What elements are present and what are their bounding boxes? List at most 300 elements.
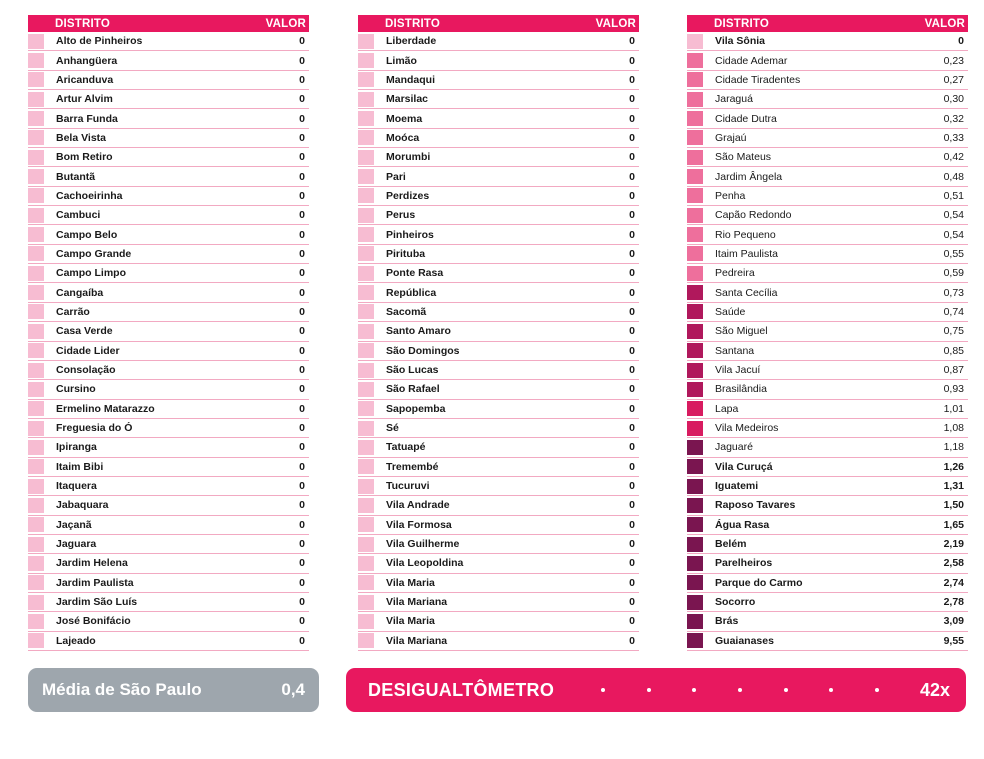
- table-row: [28, 458, 309, 477]
- district-name: Sacomã: [386, 305, 427, 318]
- color-swatch: [358, 382, 374, 397]
- color-swatch: [28, 188, 44, 203]
- table-header: [687, 15, 968, 32]
- table-row: [358, 32, 639, 51]
- table-row: [687, 419, 968, 438]
- color-swatch: [358, 556, 374, 571]
- district-name: Marsilac: [386, 93, 429, 106]
- district-name: Vila Medeiros: [715, 422, 779, 435]
- color-swatch: [28, 34, 44, 49]
- color-swatch: [687, 227, 703, 242]
- district-value: 2,19: [943, 538, 964, 551]
- district-name: Mandaqui: [386, 73, 435, 86]
- district-value: 0,23: [943, 54, 964, 67]
- average-label: Média de São Paulo: [42, 680, 202, 699]
- color-swatch: [358, 111, 374, 126]
- district-name: Cidade Dutra: [715, 112, 777, 125]
- color-swatch: [28, 363, 44, 378]
- district-table-3: [687, 15, 968, 651]
- table-row: [358, 438, 639, 457]
- color-swatch: [687, 498, 703, 513]
- district-value: 0: [629, 596, 635, 609]
- table-row: [687, 109, 968, 128]
- table-row: [358, 129, 639, 148]
- color-swatch: [687, 537, 703, 552]
- color-swatch: [687, 440, 703, 455]
- district-name: Lajeado: [56, 634, 96, 647]
- table-row: [358, 225, 639, 244]
- table-row: [28, 71, 309, 90]
- table-row: [358, 516, 639, 535]
- color-swatch: [358, 304, 374, 319]
- district-name: Jardim Helena: [56, 557, 128, 570]
- color-swatch: [28, 537, 44, 552]
- district-value: 0: [299, 576, 305, 589]
- district-value: 0: [299, 325, 305, 338]
- district-value: 0: [299, 441, 305, 454]
- district-value: 0,73: [943, 286, 964, 299]
- leader-dot: [738, 688, 742, 692]
- district-value: 0: [299, 112, 305, 125]
- table-row: [28, 361, 309, 380]
- color-swatch: [28, 246, 44, 261]
- leader-dot: [601, 688, 605, 692]
- district-value: 0: [629, 170, 635, 183]
- color-swatch: [28, 169, 44, 184]
- district-name: Freguesia do Ó: [56, 422, 133, 435]
- table-row: [358, 612, 639, 631]
- color-swatch: [687, 92, 703, 107]
- color-swatch: [28, 111, 44, 126]
- district-value: 0,75: [943, 325, 964, 338]
- district-name: Cachoeirinha: [56, 189, 123, 202]
- district-value: 0: [629, 634, 635, 647]
- table-row: [28, 32, 309, 51]
- table-row: [687, 245, 968, 264]
- district-value: 0,33: [943, 131, 964, 144]
- sao-paulo-average-box: [28, 668, 319, 712]
- table-row: [687, 458, 968, 477]
- district-name: São Lucas: [386, 364, 439, 377]
- district-value: 1,31: [943, 480, 964, 493]
- header-value: VALOR: [924, 17, 965, 30]
- table-row: [28, 187, 309, 206]
- color-swatch: [687, 188, 703, 203]
- table-row: [28, 574, 309, 593]
- table-row: [28, 438, 309, 457]
- table-row: [687, 322, 968, 341]
- table-row: [358, 458, 639, 477]
- table-row: [687, 167, 968, 186]
- district-name: Carrão: [56, 305, 90, 318]
- district-value: 1,50: [943, 499, 964, 512]
- table-row: [28, 516, 309, 535]
- dot-leader: [554, 688, 920, 692]
- district-value: 0: [299, 54, 305, 67]
- color-swatch: [28, 130, 44, 145]
- district-name: Vila Maria: [386, 615, 435, 628]
- district-value: 0: [629, 151, 635, 164]
- color-swatch: [28, 208, 44, 223]
- color-swatch: [687, 34, 703, 49]
- district-name: Pinheiros: [386, 228, 434, 241]
- district-name: Rio Pequeno: [715, 228, 776, 241]
- district-value: 0,59: [943, 267, 964, 280]
- district-name: Socorro: [715, 596, 756, 609]
- district-name: Iguatemi: [715, 480, 759, 493]
- color-swatch: [358, 246, 374, 261]
- desigualtometro-label: DESIGUALTÔMETRO: [368, 679, 555, 700]
- district-name: Vila Mariana: [386, 596, 448, 609]
- district-name: Brasilândia: [715, 383, 767, 396]
- district-value: 0: [629, 93, 635, 106]
- table-row: [687, 129, 968, 148]
- district-value: 0: [629, 228, 635, 241]
- table-row: [28, 245, 309, 264]
- district-name: Cidade Ademar: [715, 54, 788, 67]
- table-row: [28, 632, 309, 651]
- district-value: 0: [629, 383, 635, 396]
- table-row: [687, 342, 968, 361]
- table-row: [28, 554, 309, 573]
- color-swatch: [687, 517, 703, 532]
- district-value: 0: [299, 93, 305, 106]
- district-value: 0: [629, 54, 635, 67]
- district-value: 0: [629, 344, 635, 357]
- district-name: Ponte Rasa: [386, 267, 444, 280]
- color-swatch: [687, 595, 703, 610]
- color-swatch: [687, 285, 703, 300]
- table-row: [687, 264, 968, 283]
- color-swatch: [28, 401, 44, 416]
- color-swatch: [687, 459, 703, 474]
- district-value: 0: [629, 441, 635, 454]
- table-row: [28, 477, 309, 496]
- table-row: [28, 206, 309, 225]
- table-row: [28, 303, 309, 322]
- district-value: 0,55: [943, 247, 964, 260]
- district-value: 0: [629, 189, 635, 202]
- color-swatch: [687, 150, 703, 165]
- table-row: [358, 574, 639, 593]
- color-swatch: [358, 92, 374, 107]
- district-name: Cidade Lider: [56, 344, 120, 357]
- district-name: Guaianases: [715, 634, 774, 647]
- table-row: [358, 632, 639, 651]
- table-row: [687, 438, 968, 457]
- district-value: 0: [629, 131, 635, 144]
- color-swatch: [358, 208, 374, 223]
- district-name: Vila Andrade: [386, 499, 450, 512]
- color-swatch: [687, 614, 703, 629]
- color-swatch: [358, 34, 374, 49]
- district-name: Tatuapé: [386, 441, 426, 454]
- district-value: 0: [629, 557, 635, 570]
- district-value: 0: [299, 267, 305, 280]
- color-swatch: [687, 53, 703, 68]
- district-value: 0,74: [943, 305, 964, 318]
- district-name: Perdizes: [386, 189, 430, 202]
- district-value: 0: [629, 325, 635, 338]
- district-value: 0: [629, 480, 635, 493]
- district-name: Pirituba: [386, 247, 426, 260]
- color-swatch: [687, 324, 703, 339]
- district-name: Pari: [386, 170, 406, 183]
- table-row: [358, 71, 639, 90]
- leader-dot: [784, 688, 788, 692]
- color-swatch: [687, 72, 703, 87]
- table-row: [28, 264, 309, 283]
- district-value: 2,78: [943, 596, 964, 609]
- district-value: 2,74: [943, 576, 964, 589]
- district-name: Casa Verde: [56, 325, 113, 338]
- district-value: 1,01: [943, 402, 964, 415]
- color-swatch: [358, 227, 374, 242]
- district-name: Campo Grande: [56, 247, 132, 260]
- leader-dot: [647, 688, 651, 692]
- color-swatch: [358, 633, 374, 648]
- district-name: Bela Vista: [56, 131, 107, 144]
- district-name: Belém: [715, 538, 747, 551]
- table-row: [687, 400, 968, 419]
- district-name: Sapopemba: [386, 402, 446, 415]
- district-value: 0: [629, 112, 635, 125]
- table-row: [687, 206, 968, 225]
- color-swatch: [687, 246, 703, 261]
- district-name: Saúde: [715, 305, 746, 318]
- district-value: 0: [299, 228, 305, 241]
- district-value: 0: [299, 402, 305, 415]
- table-row: [358, 51, 639, 70]
- district-value: 3,09: [943, 615, 964, 628]
- district-name: Jaguaré: [715, 441, 753, 454]
- district-name: Raposo Tavares: [715, 499, 796, 512]
- color-swatch: [687, 556, 703, 571]
- district-name: Cursino: [56, 383, 96, 396]
- color-swatch: [28, 556, 44, 571]
- table-row: [687, 225, 968, 244]
- district-value: 0: [299, 364, 305, 377]
- color-swatch: [687, 633, 703, 648]
- district-name: Aricanduva: [56, 73, 114, 86]
- color-swatch: [358, 324, 374, 339]
- color-swatch: [358, 169, 374, 184]
- district-value: 0: [629, 305, 635, 318]
- color-swatch: [28, 227, 44, 242]
- district-name: Moema: [386, 112, 423, 125]
- district-name: Ipiranga: [56, 441, 97, 454]
- desigualtometro-box: [346, 668, 966, 712]
- district-name: Bom Retiro: [56, 151, 113, 164]
- district-value: 9,55: [943, 634, 964, 647]
- district-value: 0: [299, 170, 305, 183]
- district-value: 0,54: [943, 209, 964, 222]
- district-value: 0: [629, 267, 635, 280]
- table-row: [28, 496, 309, 515]
- table-row: [358, 593, 639, 612]
- table-row: [358, 148, 639, 167]
- average-value: 0,4: [281, 680, 305, 699]
- table-row: [358, 554, 639, 573]
- district-name: Barra Funda: [56, 112, 118, 125]
- table-row: [358, 342, 639, 361]
- table-row: [687, 380, 968, 399]
- table-row: [28, 535, 309, 554]
- district-value: 0: [299, 131, 305, 144]
- district-value: 1,26: [943, 460, 964, 473]
- district-value: 1,65: [943, 518, 964, 531]
- table-header: [28, 15, 309, 32]
- color-swatch: [28, 575, 44, 590]
- color-swatch: [358, 459, 374, 474]
- district-table-2: [358, 15, 639, 651]
- district-value: 0: [299, 480, 305, 493]
- district-name: Vila Formosa: [386, 518, 452, 531]
- district-name: Itaim Bibi: [56, 460, 104, 473]
- district-value: 0: [299, 209, 305, 222]
- table-row: [28, 400, 309, 419]
- color-swatch: [687, 479, 703, 494]
- color-swatch: [28, 72, 44, 87]
- table-row: [28, 148, 309, 167]
- district-value: 0: [958, 35, 964, 48]
- district-value: 0: [629, 460, 635, 473]
- district-name: Cidade Tiradentes: [715, 73, 801, 86]
- district-value: 0: [629, 247, 635, 260]
- color-swatch: [358, 363, 374, 378]
- color-swatch: [28, 92, 44, 107]
- color-swatch: [358, 575, 374, 590]
- color-swatch: [358, 421, 374, 436]
- district-name: Vila Mariana: [386, 634, 448, 647]
- district-name: São Mateus: [715, 151, 772, 164]
- district-value: 0: [629, 499, 635, 512]
- table-row: [358, 535, 639, 554]
- district-name: Moóca: [386, 131, 420, 144]
- district-value: 0: [299, 422, 305, 435]
- district-value: 0: [629, 286, 635, 299]
- color-swatch: [687, 130, 703, 145]
- table-row: [28, 167, 309, 186]
- desigualtometro-value: 42x: [919, 679, 950, 700]
- district-name: Santo Amaro: [386, 325, 451, 338]
- leader-dot: [829, 688, 833, 692]
- color-swatch: [687, 343, 703, 358]
- color-swatch: [358, 53, 374, 68]
- table-row: [687, 593, 968, 612]
- table-row: [358, 496, 639, 515]
- table-row: [687, 283, 968, 302]
- table-row: [358, 380, 639, 399]
- district-name: Perus: [386, 209, 416, 222]
- table-row: [687, 516, 968, 535]
- color-swatch: [358, 130, 374, 145]
- district-name: São Rafael: [386, 383, 440, 396]
- table-row: [28, 342, 309, 361]
- header-value: VALOR: [265, 17, 306, 30]
- table-row: [358, 477, 639, 496]
- district-value: 0: [299, 305, 305, 318]
- table-row: [28, 90, 309, 109]
- district-name: Jaguara: [56, 538, 97, 551]
- district-value: 0: [629, 73, 635, 86]
- table-row: [28, 283, 309, 302]
- table-row: [687, 612, 968, 631]
- district-value: 0: [629, 538, 635, 551]
- district-name: Parelheiros: [715, 557, 773, 570]
- table-row: [358, 322, 639, 341]
- table-row: [358, 90, 639, 109]
- district-name: Limão: [386, 54, 417, 67]
- color-swatch: [28, 421, 44, 436]
- table-row: [358, 206, 639, 225]
- table-row: [358, 245, 639, 264]
- district-name: Vila Sônia: [715, 35, 765, 48]
- district-value: 0,87: [943, 364, 964, 377]
- district-value: 0: [299, 596, 305, 609]
- district-name: Alto de Pinheiros: [56, 35, 143, 48]
- table-row: [28, 380, 309, 399]
- district-value: 0: [299, 499, 305, 512]
- district-value: 0: [299, 35, 305, 48]
- district-name: Jardim Paulista: [56, 576, 134, 589]
- district-value: 0: [629, 402, 635, 415]
- color-swatch: [28, 343, 44, 358]
- table-row: [28, 109, 309, 128]
- district-value: 0: [299, 247, 305, 260]
- color-swatch: [687, 382, 703, 397]
- district-name: Vila Leopoldina: [386, 557, 464, 570]
- district-value: 0: [299, 518, 305, 531]
- table-row: [28, 419, 309, 438]
- district-name: Consolação: [56, 364, 116, 377]
- table-row: [687, 148, 968, 167]
- district-value: 0: [299, 73, 305, 86]
- color-swatch: [687, 304, 703, 319]
- district-name: Ermelino Matarazzo: [56, 402, 155, 415]
- color-swatch: [358, 72, 374, 87]
- district-value: 0: [629, 209, 635, 222]
- table-row: [358, 400, 639, 419]
- color-swatch: [28, 498, 44, 513]
- district-value: 0: [299, 383, 305, 396]
- color-swatch: [28, 479, 44, 494]
- district-value: 0,93: [943, 383, 964, 396]
- district-name: Liberdade: [386, 35, 437, 48]
- district-name: Jaçanã: [56, 518, 92, 531]
- district-name: República: [386, 286, 437, 299]
- district-value: 0,30: [943, 93, 964, 106]
- color-swatch: [358, 266, 374, 281]
- district-value: 0: [299, 189, 305, 202]
- district-name: Grajaú: [715, 131, 747, 144]
- district-name: Campo Limpo: [56, 267, 126, 280]
- district-name: Santana: [715, 344, 755, 357]
- table-row: [28, 225, 309, 244]
- color-swatch: [28, 459, 44, 474]
- district-name: Campo Belo: [56, 228, 118, 241]
- district-name: Santa Cecília: [715, 286, 778, 299]
- color-swatch: [687, 575, 703, 590]
- table-header: [358, 15, 639, 32]
- color-swatch: [358, 479, 374, 494]
- table-row: [687, 32, 968, 51]
- table-row: [358, 283, 639, 302]
- district-name: Jaraguá: [715, 93, 753, 106]
- table-row: [687, 554, 968, 573]
- color-swatch: [687, 111, 703, 126]
- district-name: Tucuruvi: [386, 480, 430, 493]
